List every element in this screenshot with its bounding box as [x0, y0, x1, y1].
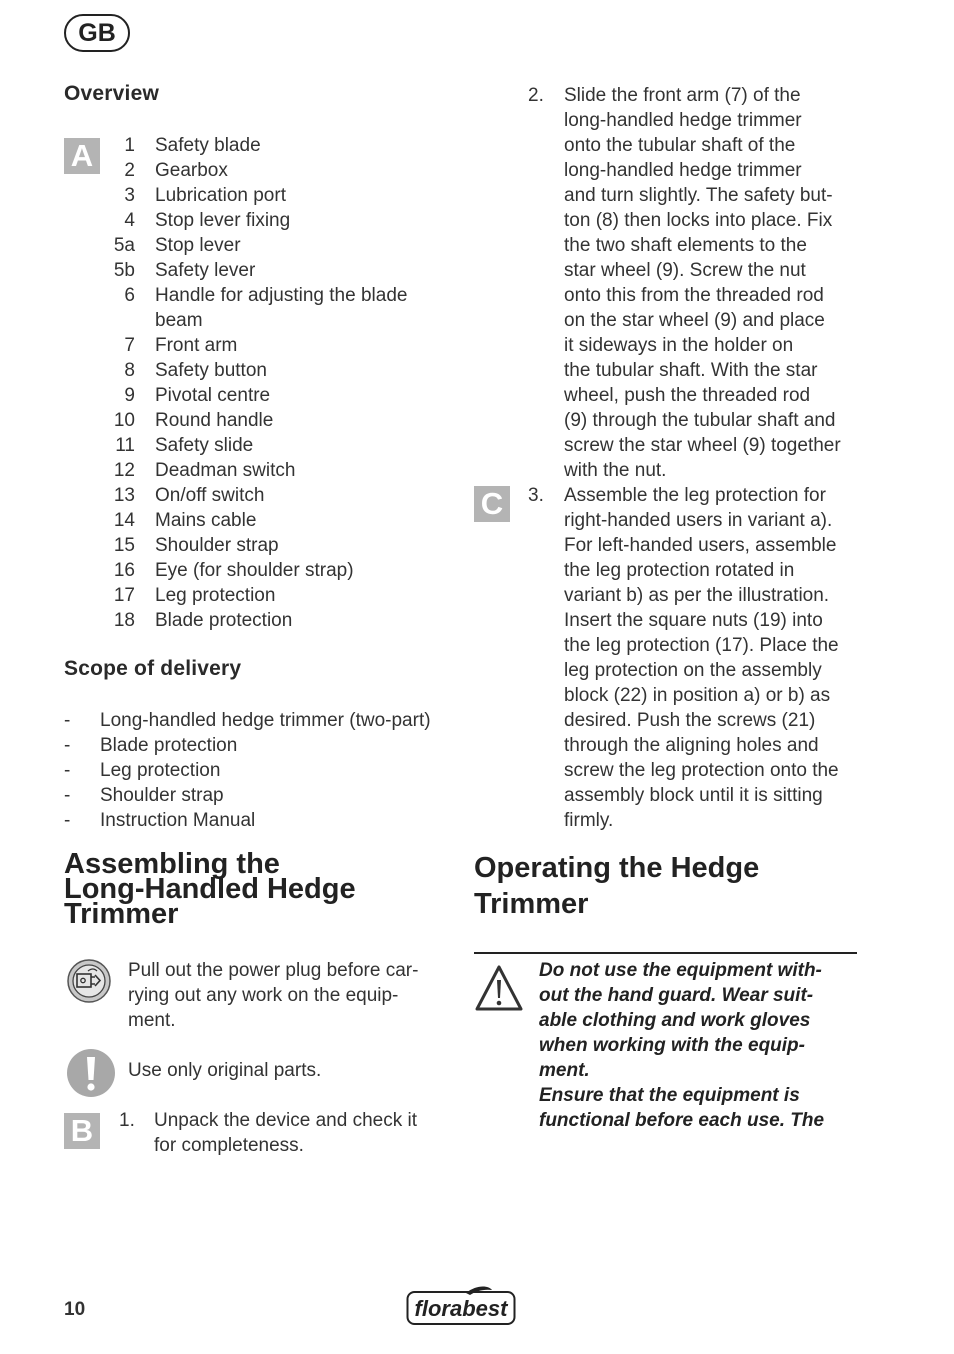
item-number: 12: [113, 460, 135, 481]
overview-list-item: [100, 483, 440, 508]
warning-line: functional before each use. The: [539, 1110, 825, 1131]
item-number: 5b: [113, 260, 135, 281]
step-3-line: Insert the square nuts (19) into: [564, 610, 823, 631]
step-3-line: screw the leg protection onto the: [564, 760, 839, 781]
item-label: On/off switch: [155, 485, 265, 506]
overview-list-item: [100, 583, 440, 608]
item-label: Pivotal centre: [155, 385, 271, 406]
overview-list-item: [100, 233, 440, 258]
overview-list-item: [100, 608, 440, 633]
unplug-note: Pull out the power plug before car- rying out any work on the equip- ment.: [128, 960, 419, 1031]
item-number: 11: [115, 435, 135, 456]
item-label: Gearbox: [155, 160, 228, 181]
step-2-line: onto the tubular shaft of the: [564, 135, 796, 156]
item-number: 8: [124, 360, 135, 381]
item-number: 6: [124, 285, 135, 306]
step-2-line: long-handled hedge trimmer: [564, 110, 802, 131]
step-3-text: [564, 483, 839, 833]
item-number: 18: [113, 610, 135, 631]
step-2-line: on the star wheel (9) and place: [564, 310, 825, 331]
exclamation-icon: [66, 1048, 116, 1098]
step-2-line: onto this from the threaded rod: [564, 285, 824, 306]
overview-list-item: [100, 383, 440, 408]
item-label: Shoulder strap: [155, 535, 279, 556]
assembling-heading: Assembling the Long-Handled Hedge Trimmer: [64, 848, 356, 930]
item-number: 9: [124, 385, 135, 406]
overview-heading: Overview: [64, 82, 159, 105]
item-number: 3: [124, 185, 135, 206]
figure-c-marker: C: [474, 486, 510, 522]
scope-item-label: Long-handled hedge trimmer (two-part): [100, 710, 431, 731]
brand-name: florabest: [414, 1296, 508, 1321]
item-label: Front arm: [155, 335, 238, 356]
step-2-line: wheel, push the threaded rod: [564, 385, 811, 406]
overview-list-item: [100, 208, 440, 233]
step-3-line: the leg protection rotated in: [564, 560, 795, 581]
warning-line: Do not use the equipment with-: [539, 960, 822, 981]
step-2-line: (9) through the tubular shaft and: [564, 410, 836, 431]
scope-item-label: Shoulder strap: [100, 785, 224, 806]
item-label: Deadman switch: [155, 460, 296, 481]
step-3-line: right-handed users in variant a).: [564, 510, 833, 531]
step-3-line: assembly block until it is sitting: [564, 785, 823, 806]
item-label: Safety slide: [155, 435, 254, 456]
warning-line: when working with the equip-: [539, 1035, 805, 1056]
overview-list-item: [100, 508, 440, 533]
item-number: 14: [113, 510, 135, 531]
step-2-line: screw the star wheel (9) together: [564, 435, 841, 456]
warning-line: Ensure that the equipment is: [539, 1085, 800, 1106]
step-1-number: 1.: [119, 1110, 135, 1131]
figure-a-marker: A: [64, 138, 100, 174]
item-number: 4: [124, 210, 135, 231]
step-2-line: ton (8) then locks into place. Fix: [564, 210, 833, 231]
step-2-line: it sideways in the holder on: [564, 335, 794, 356]
overview-list-item: [100, 333, 440, 358]
bullet-dash: -: [64, 760, 71, 781]
overview-list-item: [100, 458, 440, 483]
language-badge: GB: [64, 14, 130, 52]
step-1-text: Unpack the device and check it for completeness.: [154, 1110, 417, 1156]
item-label: Safety blade: [155, 135, 261, 156]
warning-line: out the hand guard. Wear suit-: [539, 985, 814, 1006]
item-label: Leg protection: [155, 585, 276, 606]
step-3-line: variant b) as per the illustration.: [564, 585, 830, 606]
step-3-line: firmly.: [564, 810, 614, 831]
bullet-dash: -: [64, 785, 71, 806]
item-label: Blade protection: [155, 610, 293, 631]
item-number: 5a: [113, 235, 135, 256]
step-3-line: Assemble the leg protection for: [564, 485, 826, 506]
section-divider: [474, 952, 857, 954]
overview-list-item: [100, 133, 440, 158]
operating-heading: Operating the Hedge Trimmer: [474, 852, 760, 920]
item-number: 7: [124, 335, 135, 356]
warning-line: able clothing and work gloves: [539, 1010, 811, 1031]
original-parts-note: Use only original parts.: [128, 1060, 322, 1081]
scope-item-label: Instruction Manual: [100, 810, 256, 831]
step-2-line: star wheel (9). Screw the nut: [564, 260, 806, 281]
bullet-dash: -: [64, 810, 71, 831]
scope-item-label: Blade protection: [100, 735, 238, 756]
florabest-logo: [406, 1286, 516, 1326]
overview-list-item: [100, 558, 440, 583]
bullet-dash: -: [64, 735, 71, 756]
item-label: Stop lever fixing: [155, 210, 291, 231]
overview-list-item: [100, 258, 440, 283]
item-number: 15: [113, 535, 135, 556]
step-2-line: long-handled hedge trimmer: [564, 160, 802, 181]
item-label: Lubrication port: [155, 185, 286, 206]
step-3-line: desired. Push the screws (21): [564, 710, 816, 731]
item-number: 2: [124, 160, 135, 181]
item-label: Round handle: [155, 410, 274, 431]
item-number: 16: [113, 560, 135, 581]
step-2-line: and turn slightly. The safety but-: [564, 185, 833, 206]
overview-list-item: [100, 283, 440, 333]
step-3-line: the leg protection (17). Place the: [564, 635, 839, 656]
item-number: 10: [113, 410, 135, 431]
overview-list-item: [100, 158, 440, 183]
overview-list-item: [100, 533, 440, 558]
step-3-line: through the aligning holes and: [564, 735, 819, 756]
item-label: Eye (for shoulder strap): [155, 560, 354, 581]
item-label: Stop lever: [155, 235, 241, 256]
overview-list-item: [100, 358, 440, 383]
scope-heading: Scope of delivery: [64, 657, 242, 680]
overview-list-item: [100, 433, 440, 458]
item-number: 1: [124, 135, 135, 156]
overview-list-item: [100, 408, 440, 433]
step-2-line: Slide the front arm (7) of the: [564, 85, 801, 106]
warning-line: ment.: [539, 1060, 590, 1081]
step-2-line: the two shaft elements to the: [564, 235, 807, 256]
step-3-line: leg protection on the assembly: [564, 660, 822, 681]
page-number: 10: [64, 1299, 86, 1320]
step-3-line: block (22) in position a) or b) as: [564, 685, 831, 706]
item-number: 13: [113, 485, 135, 506]
item-label: Safety lever: [155, 260, 256, 281]
scope-item-label: Leg protection: [100, 760, 221, 781]
warning-triangle-icon: [474, 964, 524, 1012]
unplug-icon: [66, 958, 112, 1004]
step-2-line: with the nut.: [564, 460, 667, 481]
overview-list-item: [100, 183, 440, 208]
step-2-text: [564, 83, 841, 483]
step-3-line: For left-handed users, assemble: [564, 535, 837, 556]
item-label: Mains cable: [155, 510, 257, 531]
step-2-number: 2.: [528, 85, 544, 106]
bullet-dash: -: [64, 710, 71, 731]
safety-warning-text: [539, 958, 824, 1133]
item-number: 17: [113, 585, 135, 606]
item-label: Safety button: [155, 360, 267, 381]
figure-b-marker: B: [64, 1113, 100, 1149]
step-3-number: 3.: [528, 485, 544, 506]
item-label: Handle for adjusting the blade beam: [155, 285, 408, 331]
step-2-line: the tubular shaft. With the star: [564, 360, 818, 381]
